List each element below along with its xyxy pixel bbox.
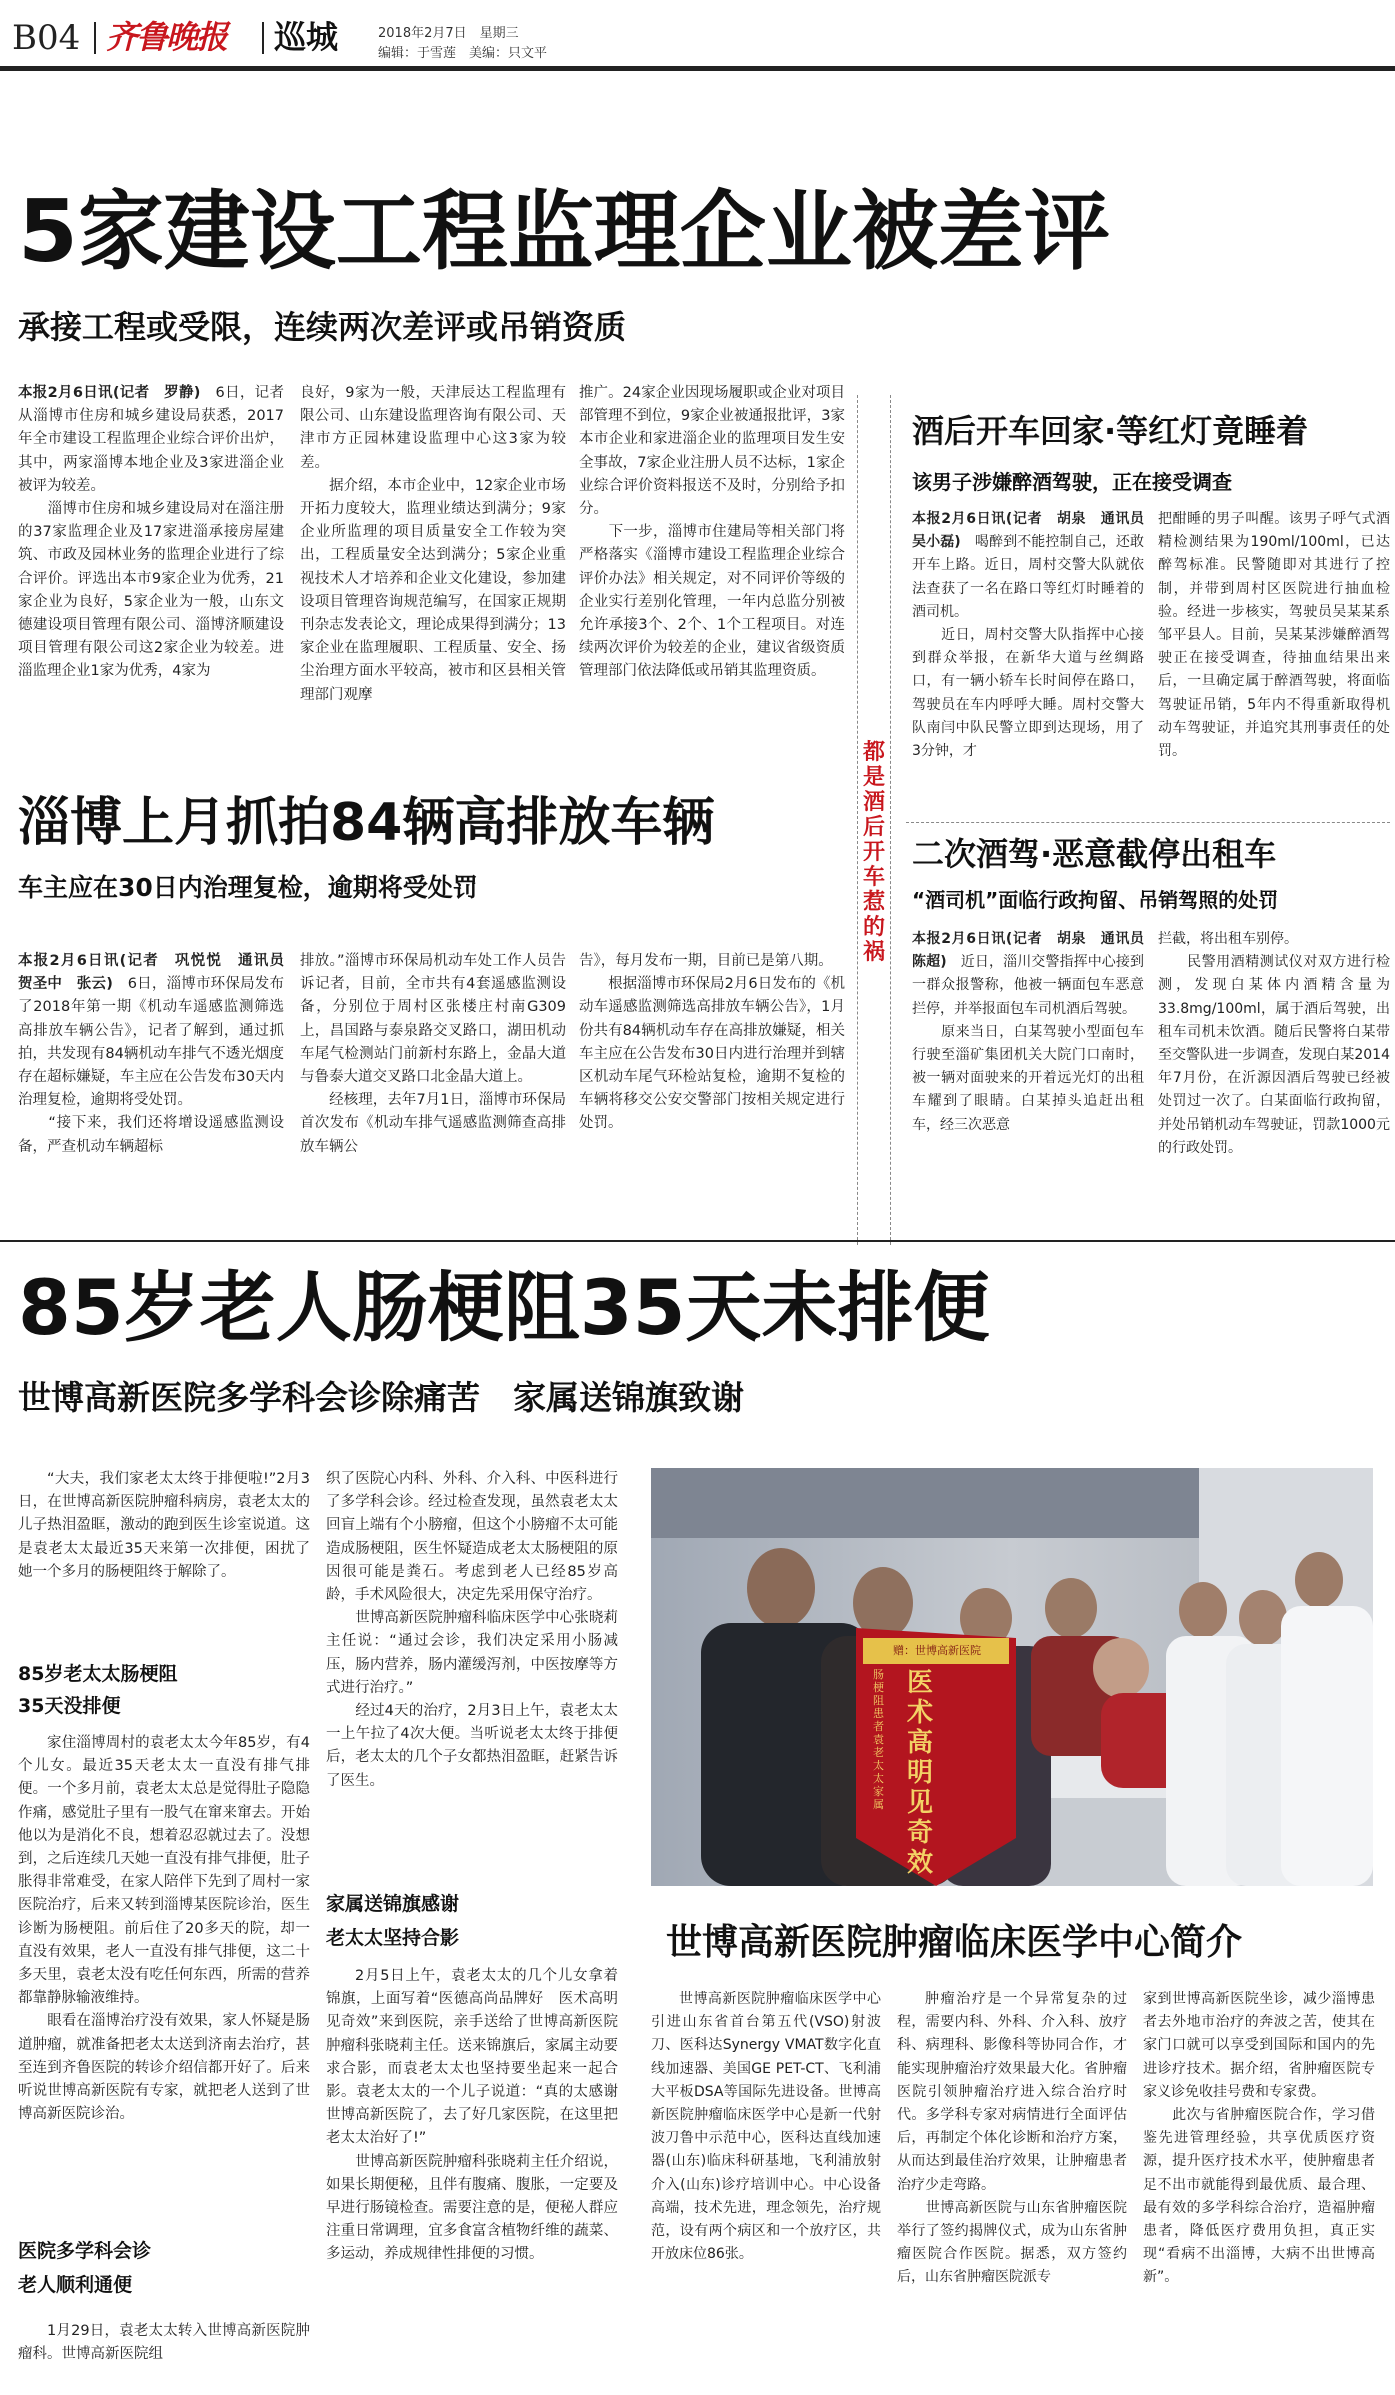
a5-sub2b: 老人顺利通便: [18, 2274, 133, 2296]
a5-col2a: 织了医院心内科、外科、介入科、中医科进行了多学科会诊。经过检查发现，虽然袁老太太回盲上端有个小膀瘤，但这个小膀瘤不太可能造成肠梗阻，医生怀疑造成老太太肠梗阻的原因很可能是粪石。考虑到老人已经85岁高龄，手术风险很大，决定先采用保守治疗。 世博高新医院肿瘤科临床医学中心张晓莉主任说：“通过会诊，我们决定采用小肠减压，肠内营养，肠内灌缓泻剂，中医按摩等方式进行治疗。” 经过4天的治疗，2月3日上午，袁老太太一上午拉了4次大便。当听说老太太终于排便后，老太太的几个子女都热泪盈眶，赶紧告诉了医生。: [326, 1471, 618, 1789]
a1-col3: 推广。24家企业因现场履职或企业对项目部管理不到位，9家企业被通报批评，3家本市企业和家进淄企业的监理项目发生安全事故，7家企业注册人员不达标，1家企业综合评价资料报送不及时，分别给予扣分。 下一步，淄博市住建局等相关部门将严格落实《淄博市建设工程监理企业综合评价办法》相关规定，对不同评价等级的企业实行差别化管理，一年内总监分别被允许承接3个、2个、1个工程项目。对连续两次评价为较差的企业，建议省级资质管理部门依法降低或吊销其监理资质。: [579, 385, 845, 680]
a1-col1: 本报2月6日讯(记者 罗静) 6日，记者从淄博市住房和城乡建设局获悉，2017年全市建设工程监理企业综合评价出炉，其中，两家淄博本地企业及3家进淄企业被评为较差。 淄博市住房和城乡建设局对在淄注册的37家监理企业及17家进淄承接房屋建筑、市政及园林业务的监理企业进行了综合评价。评选出本市9家企业为优秀，21家企业为良好，5家企业为一般，山东文德建设项目管理有限公司、淄博济顺建设项目管理有限公司这2家企业为较差。进淄监理企业1家为优秀，4家为: [18, 385, 284, 680]
banner-side-text: 肠梗阻患者袁老太太家属: [873, 1668, 884, 1811]
a5-col1-end: 1月29日，袁老太太转入世博高新医院肿瘤科。世博高新医院组: [18, 2323, 310, 2363]
a4-subtitle: “酒司机”面临行政拘留、吊销驾照的处罚: [912, 888, 1279, 912]
a6-col3: 家到世博高新医院坐诊，减少淄博患者去外地市治疗的奔波之苦，使其在家门口就可以享受到国际和国内的先进诊疗技术。据介绍，省肿瘤医院专家义诊免收挂号费和专家费。 此次与省肿瘤医院合作，学习借鉴先进管理经验，共享优质医疗资源，提升医疗技术水平，使肿瘤患者足不出市就能得到最优质、最合理、最有效的多学科综合治疗，造福肿瘤患者，降低医疗费用负担，真正实现“看病不出淄博，大病不出世博高新”。: [1143, 1991, 1375, 2286]
section-name: 巡城: [274, 18, 339, 56]
a1-subtitle: 承接工程或受限，连续两次差评或吊销资质: [18, 308, 627, 346]
paper-name-logo: 齐鲁晚报: [106, 18, 227, 56]
a3-subtitle: 该男子涉嫌醉酒驾驶，正在接受调查: [912, 470, 1232, 494]
a4-col1: 本报2月6日讯(记者 胡泉 通讯员 陈超) 近日，淄川交警指挥中心接到一群众报警称，他被一辆面包车恶意拦停，并举报面包车司机酒后驾驶。 原来当日，白某驾驶小型面包车行驶至淄矿集团机关大院门口南时，被一辆对面驶来的开着远光灯的出租车耀到了眼睛。白某掉头追赶出租车，经三次恶意: [912, 931, 1158, 1133]
a5-col2b: 2月5日上午，袁老太太的几个儿女拿着锦旗，上面写着“医德高尚品牌好 医术高明见奇效”来到医院，亲手送给了世博高新医院肿瘤科张晓莉主任。送来锦旗后，家属主动要求合影，而袁老太太也坚持要坐起来一起合影。袁老太太的一个儿子说道：“真的太感谢世博高新医院了，去了好几家医院，在这里把老太太治好了!” 世博高新医院肿瘤科张晓莉主任介绍说，如果长期便秘，且伴有腹痛、腹胀，一定要及早进行肠镜检查。需要注意的是，便秘人群应注重日常调理，宜多食富含植物纤维的蔬菜、多运动，养成规律性排便的习惯。: [326, 1968, 618, 2263]
a5-sub1a: 85岁老太太肠梗阻: [18, 1663, 178, 1685]
a4-col2: 拦截，将出租车别停。 民警用酒精测试仪对双方进行检测，发现白某体内酒精含量为33.8mg/100ml，属于酒后驾驶，出租车司机未饮酒。随后民警将白某带至交警队进一步调查，发现白某2014年7月份，在沂源因酒后驾驶已经被处罚过一次了。白某面临行政拘留，并处吊销机动车驾驶证，罚款1000元的行政处罚。: [1158, 931, 1390, 1156]
a3-col2: 把酣睡的男子叫醒。该男子呼气式酒精检测结果为190ml/100ml，已达醉驾标准。民警随即对其进行了控制，并带到周村区医院进行抽血检验。经进一步核实，驾驶员吴某某系邹平县人。目前，吴某某涉嫌醉酒驾驶正在接受调查，待抽血结果出来后，一旦确定属于醉酒驾驶，将面临驾驶证吊销，5年内不得重新取得机动车驾驶证，并追究其刑事责任的处罚。: [1158, 511, 1390, 760]
a6-col2: 肿瘤治疗是一个异常复杂的过程，需要内科、外科、介入科、放疗科、病理科、影像科等协同合作，才能实现肿瘤治疗效果最大化。省肿瘤医院引领肿瘤治疗进入综合治疗时代。多学科专家对病情进行全面评估后，再制定个体化诊断和治疗方案，从而达到最佳治疗效果，让肿瘤患者治疗少走弯路。 世博高新医院与山东省肿瘤医院举行了签约揭牌仪式，成为山东省肿瘤医院合作医院。据悉，双方签约后，山东省肿瘤医院派专: [897, 1991, 1127, 2286]
a5-intro: “大夫，我们家老太太终于排便啦!”2月3日，在世博高新医院肿瘤科病房，袁老太太的儿子热泪盈眶，激动的跑到医生诊室说道。这是袁老太太最近35天来第一次排便，困扰了她一个多月的肠梗阻终于解除了。: [18, 1471, 310, 1580]
a1-col2: 良好，9家为一般，天津辰达工程监理有限公司、山东建设监理咨询有限公司、天津市方正园林建设监理中心这3家为较差。 据介绍，本市企业中，12家企业市场开拓力度较大，监理业绩达到满分；9家企业所监理的项目质量安全工作较为突出，工程质量安全达到满分；5家企业重视技术人才培养和企业文化建设，参加建设项目管理咨询规范编写，在国家正规期刊杂志发表论文，理论成果得到满分；13家企业在监理履职、工程质量、安全、扬尘治理方面水平较高，被市和区县相关管理部门观摩: [300, 385, 566, 703]
a2-col1: 本报2月6日讯(记者 巩悦悦 通讯员 贺圣中 张云) 6日，淄博市环保局发布了2018年第一期《机动车遥感监测筛选高排放车辆公告》，记者了解到，通过抓拍，共发现有84辆机动车排气不透光烟度存在超标嫌疑，车主应在公告发布30天内治理复检，逾期将受处罚。 “接下来，我们还将增设遥感监测设备，严查机动车辆超标: [18, 953, 299, 1155]
a5-body: 家住淄博周村的袁老太太今年85岁，有4个儿女。最近35天老太太一直没有排气排便。一个多月前，袁老太太总是觉得肚子隐隐作痛，感觉肚子里有一股气在窜来窜去。开始他以为是消化不良，想着忍忍就过去了。没想到，之后连续几天她一直没有排气排便，肚子胀得非常难受，在家人陪伴下先到了周村一家医院治疗，后来又转到淄博某医院诊治，医生诊断为肠梗阻。前后住了20多天的院，却一直没有效果，老人一直没有排气排便，这二十多天里，袁老太没有吃任何东西，所需的营养都靠静脉输液维持。 眼看在淄博治疗没有效果，家人怀疑是肠道肿瘤，就准备把老太太送到济南去治疗，甚至连到齐鲁医院的转诊介绍信都开好了。后来听说世博高新医院有专家，就把老人送到了世博高新医院诊治。: [18, 1735, 310, 2123]
editors-line: 编辑：于雪莲 美编：只文平: [378, 46, 548, 61]
a6-col1: 世博高新医院肿瘤临床医学中心引进山东省首台第五代(VSO)射波刀、医科达Synergy VMAT数字化直线加速器、美国GE PET-CT、飞利浦大平板DSA等国际先进设备。世博高新医院肿瘤临床医学中心是新一代射波刀鲁中示范中心，医科达直线加速器(山东)临床科研基地，飞利浦放射介入(山东)诊疗培训中心。中心设备高端，技术先进，理念领先，治疗规范，设有两个病区和一个放疗区，共开放床位86张。: [651, 1991, 881, 2263]
group-photo: [651, 1468, 1373, 1886]
a5-sub3b: 老太太坚持合影: [326, 1927, 460, 1949]
page-code: B04: [12, 18, 81, 58]
a5-sub2a: 医院多学科会诊: [18, 2240, 152, 2262]
a2-subtitle: 车主应在30日内治理复检，逾期将受处罚: [18, 873, 478, 902]
a3-title: 酒后开车回家·等红灯竟睡着: [912, 412, 1309, 450]
a3-col1: 本报2月6日讯(记者 胡泉 通讯员 吴小磊) 喝醉到不能控制自己，还敢开车上路。近日，周村交警大队就依法查获了一名在路口等红灯时睡着的酒司机。 近日，周村交警大队指挥中心接到群众举报，在新华大道与丝绸路口，有一辆小轿车长时间停在路口，驾驶员在车内呼呼大睡。周村交警大队南闫中队民警立即到达现场，用了3分钟，才: [912, 511, 1158, 760]
a4-title: 二次酒驾·恶意截停出租车: [912, 835, 1277, 873]
a5-subtitle: 世博高新医院多学科会诊除痛苦 家属送锦旗致谢: [18, 1378, 744, 1417]
side-column-label: 都是酒后开车惹的祸: [862, 740, 885, 965]
banner-top-text: 赠：世博高新医院: [893, 1644, 981, 1657]
a6-title: 世博高新医院肿瘤临床医学中心简介: [666, 1922, 1243, 1963]
a5-title: 85岁老人肠梗阻35天未排便: [18, 1263, 990, 1352]
a2-title: 淄博上月抓拍84辆高排放车辆: [18, 793, 715, 853]
banner-mid-text: 医术高明见奇效: [906, 1668, 933, 1878]
a5-sub1b: 35天没排便: [18, 1695, 121, 1717]
date-line: 2018年2月7日 星期三: [378, 26, 519, 41]
a2-col3: 告》，每月发布一期，目前已是第八期。 根据淄博市环保局2月6日发布的《机动车遥感监测筛选高排放车辆公告》，1月份共有84辆机动车存在高排放嫌疑，相关车主应在公告发布30日内进行治理并到辖区机动车尾气环检站复检，逾期不复检的车辆将移交公安交警部门按相关规定进行处罚。: [579, 953, 845, 1132]
a1-title: 5家建设工程监理企业被差评: [18, 182, 1110, 282]
a5-sub3a: 家属送锦旗感谢: [326, 1893, 460, 1915]
a2-col2: 排放。”淄博市环保局机动车处工作人员告诉记者，目前，全市共有4套遥感监测设备，分别位于周村区张楼庄村南G309上，昌国路与泰泉路交叉路口，湖田机动车尾气检测站门前新村东路上，金晶大道与鲁泰大道交叉路口北金晶大道上。 经核理，去年7月1日，淄博市环保局首次发布《机动车排气遥感监测筛查高排放车辆公: [300, 953, 566, 1155]
